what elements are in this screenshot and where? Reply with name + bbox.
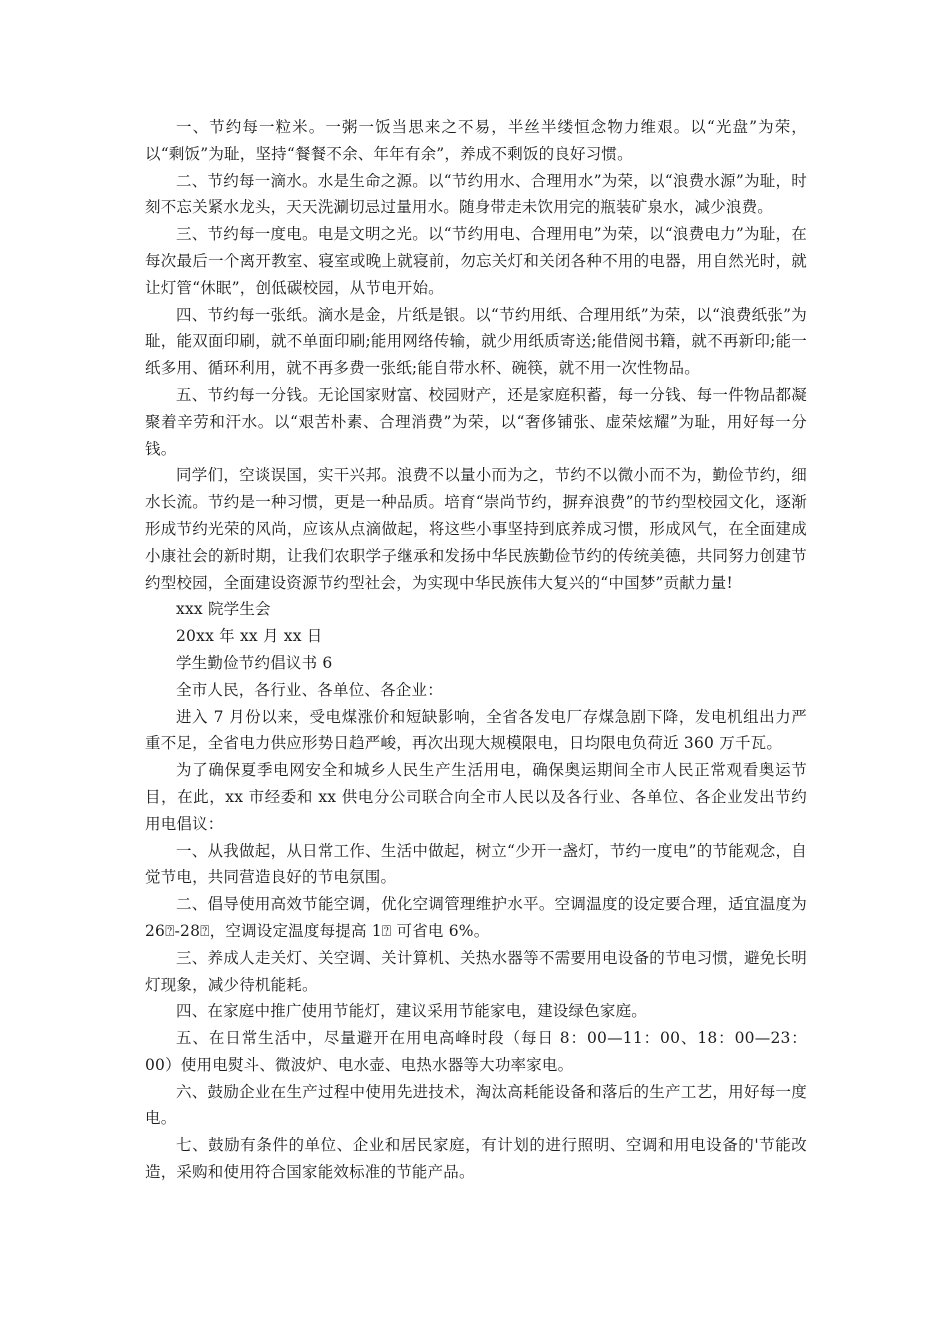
paragraph-item-3: 三、养成人走关灯、关空调、关计算机、关热水器等不需要用电设备的节电习惯，避免长明灯现象，减少待机能耗。: [145, 948, 807, 994]
paragraph-save-water: 二、节约每一滴水。水是生命之源。以“节约用水、合理用水”为荣，以“浪费水源”为耻，时刻不忘关紧水龙头，天天洗涮切忌过量用水。随身带走未饮用完的瓶装矿泉水，减少浪费。: [145, 171, 807, 217]
paragraph-item-1: 一、从我做起，从日常工作、生活中做起，树立“少开一盏灯，节约一度电”的节能观念，自觉节电，共同营造良好的节电氛围。: [145, 841, 807, 887]
paragraph-save-paper: 四、节约每一张纸。滴水是金，片纸是银。以“节约用纸、合理用纸”为荣，以“浪费纸张”为耻，能双面印刷，就不单面印刷;能用网络传输，就少用纸质寄送;能借阅书籍，就不再新印;能一纸多用、循环利用，就不再多费一张纸;能自带水杯、碗筷，就不用一次性物品。: [145, 305, 807, 378]
salutation: 全市人民，各行业、各单位、各企业：: [176, 680, 443, 699]
signature-date: 20xx 年 xx 月 xx 日: [176, 627, 323, 646]
paragraph-save-electricity: 三、节约每一度电。电是文明之光。以“节约用电、合理用电”为荣，以“浪费电力”为耻，在每次最后一个离开教室、寝室或晚上就寝前，勿忘关灯和关闭各种不用的电器，用自然光时，就让灯管“休眠”，创低碳校园，从节电开始。: [145, 225, 807, 297]
paragraph-item-4: 四、在家庭中推广使用节能灯，建议采用节能家电，建设绿色家庭。: [176, 1002, 648, 1021]
paragraph-item-6: 六、鼓励企业在生产过程中使用先进技术，淘汰高耗能设备和落后的生产工艺，用好每一度电。: [145, 1082, 807, 1128]
document-body: [145, 114, 807, 1186]
paragraph-save-rice: 一、节约每一粒米。一粥一饭当思来之不易，半丝半缕恒念物力维艰。以“光盘”为荣，以“剩饭”为耻，坚持“餐餐不余、年年有余”，养成不剩饭的良好习惯。: [145, 118, 807, 163]
paragraph-item-5: 五、在日常生活中，尽量避开在用电高峰时段（每日 8：00—11：00、18：00—23：00）使用电熨斗、微波炉、电水壶、电热水器等大功率家电。: [145, 1029, 807, 1074]
paragraph-item-7: 七、鼓励有条件的单位、企业和居民家庭，有计划的进行照明、空调和用电设备的'节能改造，采购和使用符合国家能效标准的节能产品。: [145, 1136, 807, 1182]
paragraph-closing-appeal: 同学们，空谈误国，实干兴邦。浪费不以量小而为之，节约不以微小而不为，勤俭节约，细水长流。节约是一种习惯，更是一种品质。培育“崇尚节约，摒弃浪费”的节约型校园文化，逐渐形成节约光荣的风尚，应该从点滴做起，将这些小事坚持到底养成习惯，形成风气，在全面建成小康社会的新时期，让我们农职学子继承和发扬中华民族勤俭节约的传统美德，共同努力创建节约型校园，全面建设资源节约型社会，为实现中华民族伟大复兴的“中国梦”贡献力量!: [145, 466, 807, 592]
paragraph-item-2: 二、倡导使用高效节能空调，优化空调管理维护水平。空调温度的设定要合理，适宜温度为 26⍰-28⍰，空调设定温度每提高 1⍰ 可省电 6%。: [145, 895, 807, 940]
paragraph-initiative-intro: 为了确保夏季电网安全和城乡人民生产生活用电，确保奥运期间全市人民正常观看奥运节目，在此，xx 市经委和 xx 供电分公司联合向全市人民以及各行业、各单位、各企业发出节约用电倡议：: [145, 761, 807, 833]
paragraph-save-money: 五、节约每一分钱。无论国家财富、校园财产，还是家庭积蓄，每一分钱、每一件物品都凝聚着辛劳和汗水。以“艰苦朴素、合理消费”为荣，以“奢侈铺张、虚荣炫耀”为耻，用好每一分钱。: [145, 385, 807, 458]
paragraph-power-shortage: 进入 7 月份以来，受电煤涨价和短缺影响，全省各发电厂存煤急剧下降，发电机组出力严重不足，全省电力供应形势日趋严峻，再次出现大规模限电，日均限电负荷近 360 万千瓦。: [145, 707, 807, 753]
signature-organization: xxx 院学生会: [176, 600, 271, 619]
section-title: 学生勤俭节约倡议书 6: [176, 653, 333, 672]
